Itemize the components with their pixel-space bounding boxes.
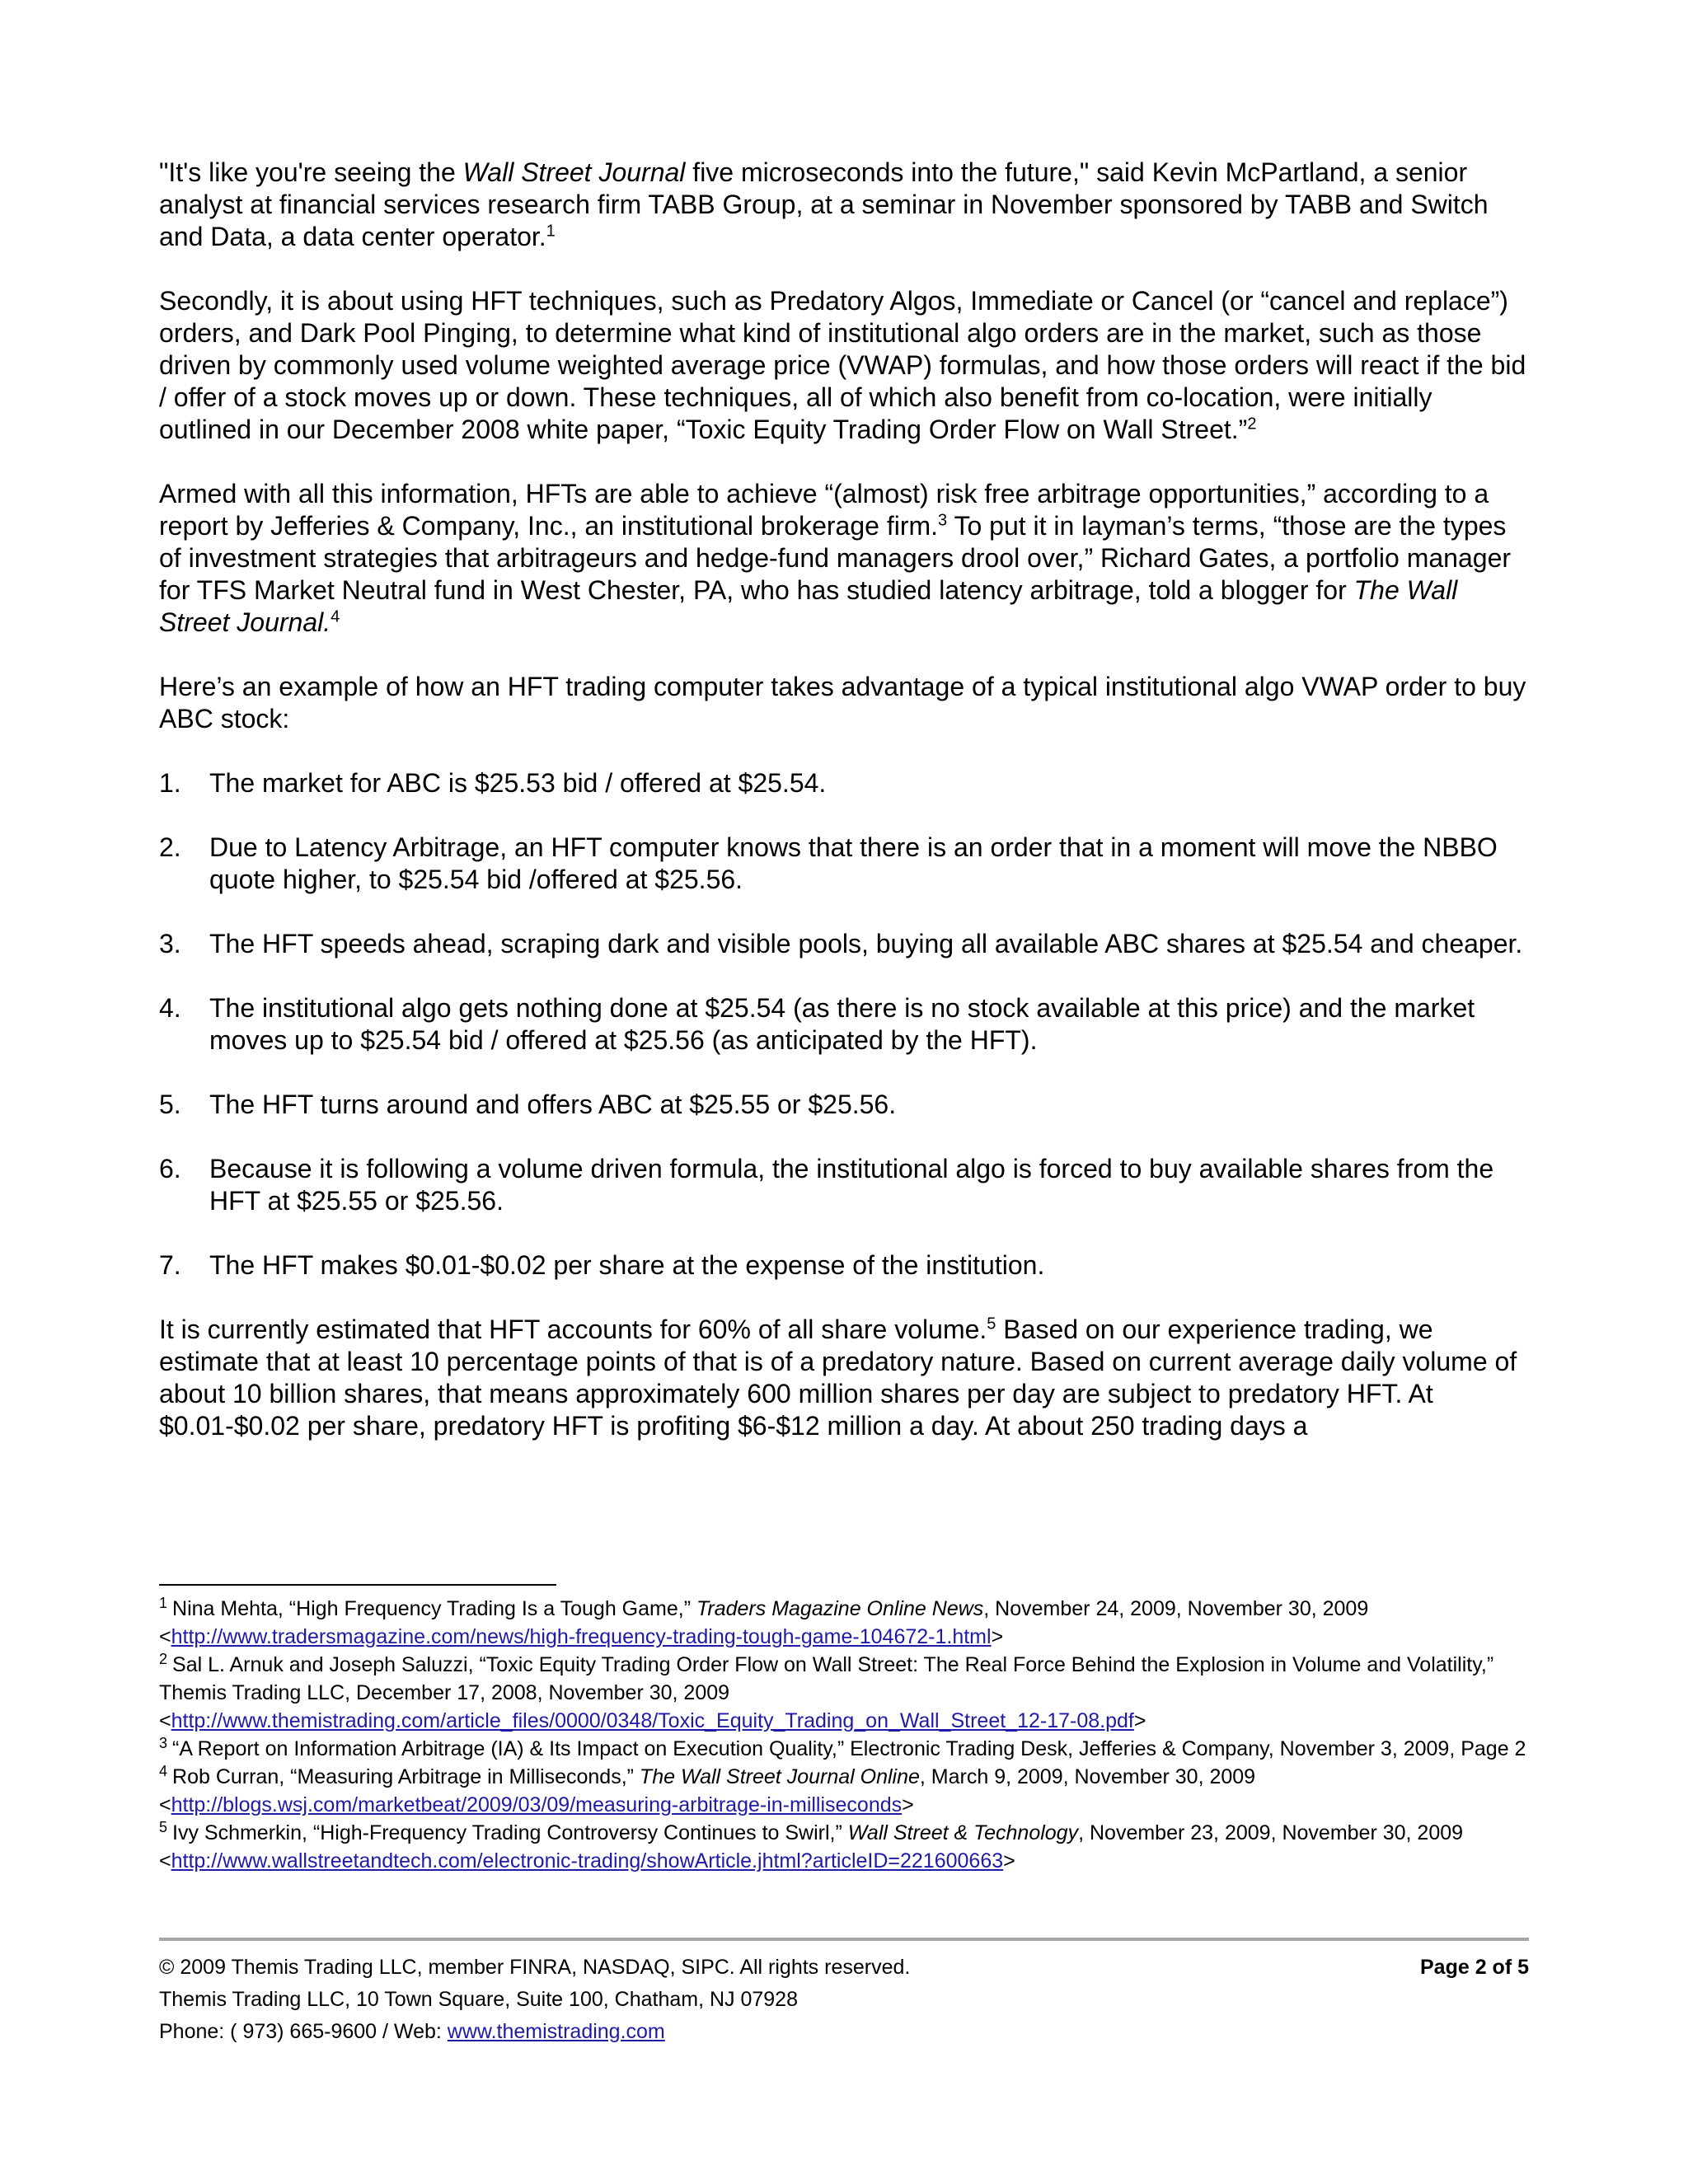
footnote-5-link[interactable]: http://www.wallstreetandtech.com/electronic-trading/showArticle.jhtml?articleID=221600663 — [171, 1849, 1004, 1872]
list-item: 5. The HFT turns around and offers ABC at $25.55 or $25.56. — [159, 1090, 897, 1119]
footer-address: Themis Trading LLC, 10 Town Square, Suite 100, Chatham, NJ 07928 — [159, 1988, 798, 2011]
footnote-4-link[interactable]: http://blogs.wsj.com/marketbeat/2009/03/09/measuring-arbitrage-in-milliseconds — [171, 1793, 903, 1816]
footer-contact: Phone: ( 973) 665-9600 / Web: www.themistrading.com — [159, 2020, 665, 2043]
footnote-4: $^4$ Rob Curran, “Measuring Arbitrage in Milliseconds,” The Wall Street Journal Online, March 9, 2009, November 30, 2009 <http://blogs.wsj.com/marketbeat/2009/03/09/measuring-arbitrage-in-milliseconds> — [159, 1762, 1256, 1816]
page-footer — [159, 1952, 1529, 2048]
footnote-2: $^2$ Sal L. Arnuk and Joseph Saluzzi, “Toxic Equity Trading Order Flow on Wall Street: The Real Force Behind the Explosion in Volume and Volatility,” Themis Trading LLC, December 17, 2008, November 30, 2009 <http://www.themistrading.com/article_files/0000/0348/Toxic_Equity_Trading_on_Wall_Street_12-17-08.pdf> — [159, 1650, 1494, 1732]
footer-copyright-row — [159, 1952, 1529, 1984]
document-body — [159, 157, 1527, 1442]
list-item: 3. The HFT speeds ahead, scraping dark and visible pools, buying all available ABC shares at $25.54 and cheaper. — [159, 929, 1523, 958]
copyright-text: © 2009 Themis Trading LLC, member FINRA, NASDAQ, SIPC. All rights reserved. — [159, 1956, 911, 1979]
list-item: 2. Due to Latency Arbitrage, an HFT computer knows that there is an order that in a moment will move the NBBO quote higher, to $25.54 bid /offered at $25.56. — [159, 832, 1498, 894]
footnote-ref-1: 1 — [546, 222, 556, 241]
list-item: 7. The HFT makes $0.01-$0.02 per share at the expense of the institution. — [159, 1250, 1045, 1280]
footnotes — [159, 1595, 1536, 1875]
footnote-2-link[interactable]: http://www.themistrading.com/article_files/0000/0348/Toxic_Equity_Trading_on_Wall_Street_12-17-08.pdf — [171, 1709, 1134, 1732]
footnote-ref-2: 2 — [1247, 415, 1257, 434]
list-item: 4. The institutional algo gets nothing done at $25.54 (as there is no stock available at this price) and the market moves up to $25.54 bid / offered at $25.56 (as anticipated by the HFT). — [159, 993, 1475, 1055]
footnote-ref-5: 5 — [987, 1315, 996, 1333]
footnote-ref-3: 3 — [938, 511, 948, 530]
list-item: 6. Because it is following a volume driven formula, the institutional algo is forced to buy available shares from the HFT at $25.55 or $25.56. — [159, 1154, 1494, 1216]
paragraph-5: It is currently estimated that HFT accounts for 60% of all share volume.$^5$ Based on our experience trading, we estimate that at least 10 percentage points of that is of a predatory nature. Based on current average daily volume of about 10 billion shares, that means approximately 600 million shares per day are subject to predatory HFT. At $0.01-$0.02 per share, predatory HFT is profiting $6-$12 million a day. At about 250 trading days a — [159, 1315, 1517, 1441]
page-number: Page 2 of 5 — [1420, 1956, 1529, 1979]
footnote-ref-4: 4 — [331, 607, 340, 626]
example-steps-list — [159, 767, 1527, 1282]
footer-divider — [159, 1938, 1529, 1941]
paragraph-3: Armed with all this information, HFTs are able to achieve “(almost) risk free arbitrage opportunities,” according to a report by Jefferies & Company, Inc., an institutional brokerage firm.$^3$ To put it in layman’s terms, “those are the types of investment strategies that arbitrageurs and hedge-fund managers drool over,” Richard Gates, a portfolio manager for TFS Market Neutral fund in West Chester, PA, who has studied latency arbitrage, told a blogger for The Wall Street Journal.$^4$ — [159, 479, 1512, 637]
paragraph-1: "It's like you're seeing the Wall Street Journal five microseconds into the future," said Kevin McPartland, a senior analyst at financial services research firm TABB Group, at a seminar in November sponsored by TABB and Switch and Data, a data center operator.$^1$ — [159, 157, 1489, 251]
footnote-1-link[interactable]: http://www.tradersmagazine.com/news/high-frequency-trading-tough-game-104672-1.html — [171, 1625, 992, 1648]
paragraph-4: Here’s an example of how an HFT trading computer takes advantage of a typical institutional algo VWAP order to buy ABC stock: — [159, 672, 1526, 733]
footnote-separator — [159, 1584, 556, 1586]
footnote-3: $^3$ “A Report on Information Arbitrage (IA) & Its Impact on Execution Quality,” Electronic Trading Desk, Jefferies & Company, November 3, 2009, Page 2 — [159, 1734, 1526, 1760]
list-item: 1. The market for ABC is $25.53 bid / offered at $25.54. — [159, 768, 827, 798]
website-link[interactable]: www.themistrading.com — [447, 2020, 665, 2043]
paragraph-2: Secondly, it is about using HFT techniques, such as Predatory Algos, Immediate or Cancel (or “cancel and replace”) orders, and Dark Pool Pinging, to determine what kind of institutional algo orders are in the market, such as those driven by commonly used volume weighted average price (VWAP) formulas, and how those orders will react if the bid / offer of a stock moves up or down. These techniques, all of which also benefit from co-location, were initially outlined in our December 2008 white paper, “Toxic Equity Trading Order Flow on Wall Street.”$^2$ — [159, 286, 1526, 444]
footnote-1: $^1$ Nina Mehta, “High Frequency Trading Is a Tough Game,” Traders Magazine Online News, November 24, 2009, November 30, 2009 <http://www.tradersmagazine.com/news/high-frequency-trading-tough-game-104672-1.html> — [159, 1594, 1369, 1648]
footnote-5: $^5$ Ivy Schmerkin, “High-Frequency Trading Controversy Continues to Swirl,” Wall Street & Technology, November 23, 2009, November 30, 2009 <http://www.wallstreetandtech.com/electronic-trading/showArticle.jhtml?articleID=221600663> — [159, 1818, 1464, 1872]
